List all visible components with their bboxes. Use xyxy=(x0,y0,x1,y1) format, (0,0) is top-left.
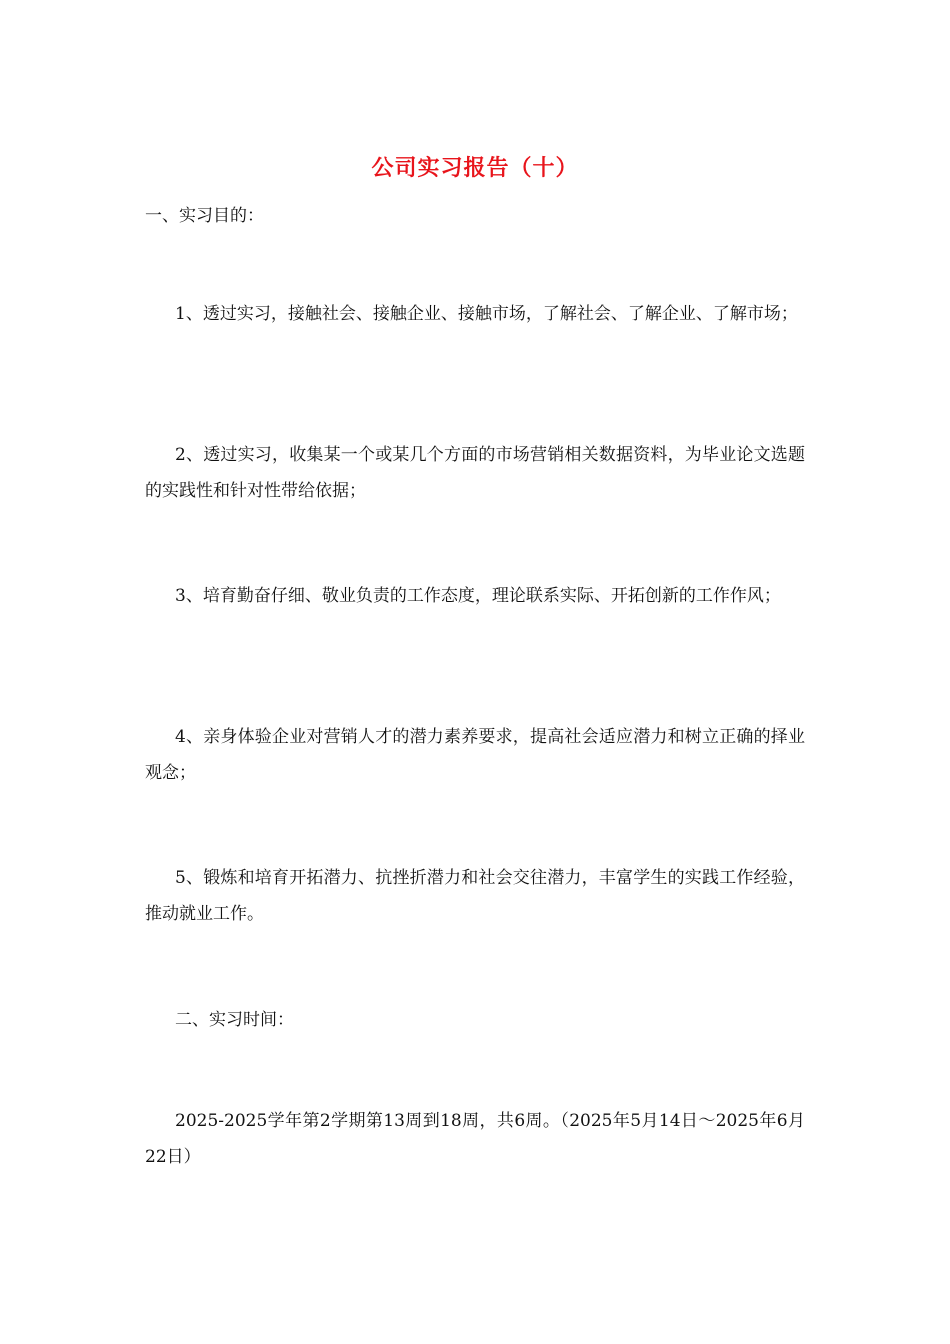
purpose-item-1: 1、透过实习，接触社会、接触企业、接触市场，了解社会、了解企业、了解市场； xyxy=(175,304,798,324)
section-1-heading: 一、实习目的： xyxy=(145,206,264,226)
purpose-item-2: 2、透过实习，收集某一个或某几个方面的市场营销相关数据资料，为毕业论文选题的实践性和针对性带给依据； xyxy=(145,445,805,501)
document-title: 公司实习报告（十） xyxy=(371,155,579,181)
purpose-item-5: 5、锻炼和培育开拓潜力、抗挫折潜力和社会交往潜力，丰富学生的实践工作经验，推动就业工作。 xyxy=(145,868,805,924)
purpose-item-3: 3、培育勤奋仔细、敬业负责的工作态度，理论联系实际、开拓创新的工作作风； xyxy=(175,586,781,606)
section-2-heading: 二、实习时间： xyxy=(175,1010,294,1030)
purpose-item-4: 4、亲身体验企业对营销人才的潜力素养要求，提高社会适应潜力和树立正确的择业观念； xyxy=(145,727,805,783)
internship-time-text: 2025-2025学年第2学期第13周到18周，共6周。（2025年5月14日～2025年6月22日） xyxy=(145,1111,805,1167)
